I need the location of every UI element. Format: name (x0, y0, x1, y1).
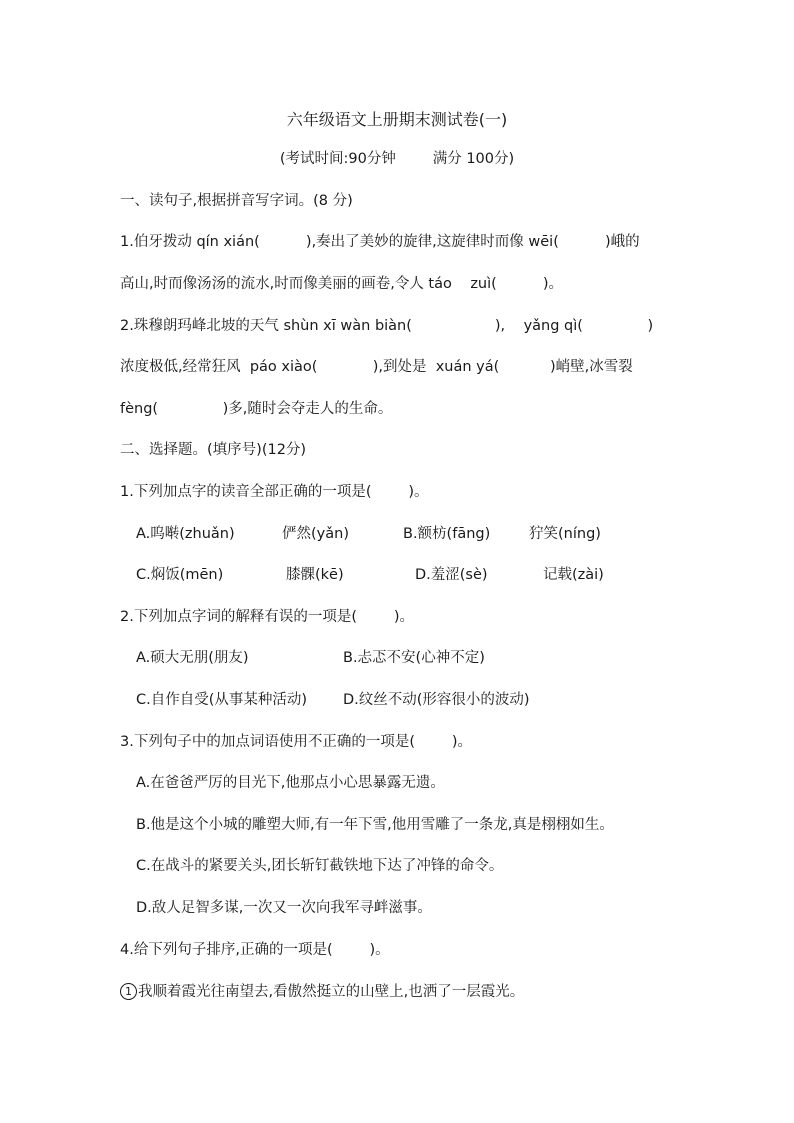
s2-q1-option-d2: 记载(zài) (543, 567, 604, 583)
s2-q1-option-b2: 狞笑(níng) (529, 526, 601, 542)
page-title: 六年级语文上册期末测试卷(一) (286, 110, 508, 129)
s2-q3-option-d: D.敌人足智多谋,一次又一次向我军寻衅滋事。 (136, 900, 432, 916)
s2-q2-option-d: D.纹丝不动(形容很小的波动) (343, 692, 530, 708)
s1-q1-line-2: 高山,时而像汤汤的流水,时而像美丽的画卷,令人 táo zuì( )。 (120, 276, 564, 292)
s1-q2-line-2: 浓度极低,经常狂风 páo xiào( ),到处是 xuán yá( )峭壁,冰雪裂 (120, 359, 633, 375)
s2-q3-option-a: A.在爸爸严厉的目光下,他那点小心思暴露无遗。 (136, 775, 445, 791)
s2-q1-option-c2: 膝髁(kē) (286, 567, 344, 583)
s2-q1-option-c1: C.焖饭(mēn) (136, 567, 224, 583)
s2-q4-stem: 4.给下列句子排序,正确的一项是( )。 (120, 942, 390, 958)
section-1-heading: 一、读句子,根据拼音写字词。(8 分) (120, 193, 353, 209)
s2-q2-option-a: A.硕大无朋(朋友) (136, 650, 249, 666)
s2-q2-stem: 2.下列加点字词的解释有误的一项是( )。 (120, 609, 415, 625)
s1-q2-line-1: 2.珠穆朗玛峰北坡的天气 shùn xī wàn biàn( ), yǎng qì( ) (120, 318, 654, 334)
s2-q3-option-b: B.他是这个小城的雕塑大师,有一年下雪,他用雪雕了一条龙,真是栩栩如生。 (136, 817, 614, 833)
section-2-heading: 二、选择题。(填序号)(12分) (120, 442, 307, 458)
s1-q1-line-1: 1.伯牙拨动 qín xián( ),奏出了美妙的旋律,这旋律时而像 wēi( )峨的 (120, 234, 640, 250)
s2-q1-option-a2: 俨然(yǎn) (282, 526, 349, 542)
s2-q2-option-b: B.忐忑不安(心神不定) (343, 650, 485, 666)
s2-q2-option-c: C.自作自受(从事某种活动) (136, 692, 308, 708)
s2-q3-stem: 3.下列句子中的加点词语使用不正确的一项是( )。 (120, 734, 473, 750)
circled-number: 1 (120, 983, 137, 1000)
s2-q4-sentence-1 (120, 982, 524, 1002)
s2-q1-option-a1: A.呜啭(zhuǎn) (136, 526, 235, 542)
s2-q3-option-c: C.在战斗的紧要关头,团长斩钉截铁地下达了冲锋的命令。 (136, 858, 504, 874)
s1-q2-line-3: fèng( )多,随时会夺走人的生命。 (120, 401, 393, 417)
exam-info: (考试时间:90分钟 满分 100分) (279, 151, 515, 167)
sentence-text: 我顺着霞光往南望去,看傲然挺立的山壁上,也洒了一层霞光。 (138, 984, 525, 1000)
s2-q1-option-b1: B.额枋(fāng) (403, 526, 491, 542)
s2-q1-option-d1: D.羞涩(sè) (415, 567, 488, 583)
s2-q1-stem: 1.下列加点字的读音全部正确的一项是( )。 (120, 484, 429, 500)
